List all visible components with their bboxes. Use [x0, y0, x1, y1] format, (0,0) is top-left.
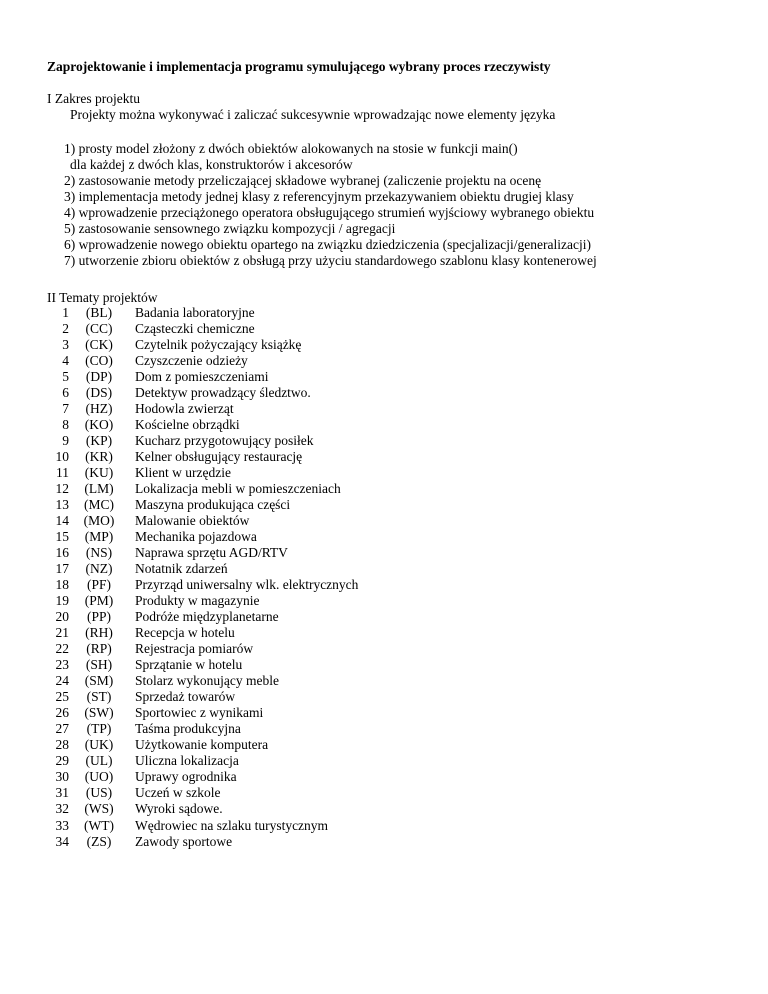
step-item-continuation: dla każdej z dwóch klas, konstruktorów i akcesorów	[70, 157, 353, 172]
step-item: 6) wprowadzenie nowego obiektu opartego na związku dziedziczenia (specjalizacji/generalizacji)	[64, 237, 591, 252]
topic-number: 26	[55, 705, 69, 721]
topic-code: (UK)	[84, 737, 114, 753]
steps-list	[64, 141, 597, 269]
topic-name: Sprzątanie w hotelu	[135, 657, 243, 673]
topic-code: (CO)	[85, 353, 113, 369]
topic-name: Czyszczenie odzieży	[135, 353, 248, 369]
topic-name: Wyroki sądowe.	[135, 801, 223, 817]
topic-code: (US)	[85, 785, 113, 801]
topic-name: Użytkowanie komputera	[135, 737, 269, 753]
topic-code: (MC)	[84, 497, 114, 513]
topic-number: 12	[55, 481, 69, 497]
topic-name: Lokalizacja mebli w pomieszczeniach	[135, 481, 341, 497]
topic-name: Czytelnik pożyczający książkę	[135, 337, 302, 353]
topic-number: 5	[62, 369, 69, 385]
topic-code: (NZ)	[85, 561, 113, 577]
step-item: 1) prosty model złożony z dwóch obiektów alokowanych na stosie w funkcji main()	[64, 141, 518, 156]
topic-name: Mechanika pojazdowa	[135, 529, 257, 545]
topic-name: Malowanie obiektów	[135, 513, 250, 529]
step-item: 3) implementacja metody jednej klasy z referencyjnym przekazywaniem obiektu drugiej klasy	[64, 189, 574, 204]
document-title: Zaprojektowanie i implementacja programu symulującego wybrany proces rzeczywisty	[47, 59, 551, 74]
topic-code: (KP)	[85, 433, 113, 449]
topic-code: (PF)	[86, 577, 111, 593]
topic-code: (UO)	[84, 769, 114, 785]
topic-name: Kościelne obrządki	[135, 417, 240, 433]
topic-code: (KO)	[84, 417, 114, 433]
topic-code: (WS)	[84, 801, 114, 817]
topic-code: (CC)	[85, 321, 113, 337]
topic-name: Notatnik zdarzeń	[135, 561, 228, 577]
topic-code: (MO)	[83, 513, 115, 529]
topic-number: 27	[55, 721, 69, 737]
topic-code: (RH)	[85, 625, 113, 641]
step-item: 5) zastosowanie sensownego związku kompozycji / agregacji	[64, 221, 396, 236]
topic-number: 28	[55, 737, 69, 753]
topic-number: 13	[55, 497, 69, 513]
topic-name: Recepcja w hotelu	[135, 625, 235, 641]
topic-number: 30	[55, 769, 69, 785]
topic-code: (PP)	[86, 609, 111, 625]
topic-code: (UL)	[85, 753, 113, 769]
topic-code: (BL)	[85, 305, 113, 320]
topic-code: (ST)	[86, 689, 112, 705]
topic-number: 23	[55, 657, 69, 673]
topic-code: (CK)	[85, 337, 113, 353]
topic-number: 25	[55, 689, 69, 705]
topic-number: 14	[55, 513, 69, 529]
section-heading-topics: II Tematy projektów	[47, 290, 158, 305]
topic-name: Kucharz przygotowujący posiłek	[135, 433, 314, 449]
topic-number: 6	[62, 385, 69, 401]
topic-number: 29	[55, 753, 69, 769]
topic-name: Wędrowiec na szlaku turystycznym	[135, 817, 329, 833]
topic-number: 31	[55, 785, 69, 801]
topic-code: (MP)	[84, 529, 114, 545]
topic-number: 33	[55, 817, 69, 833]
step-item: 4) wprowadzenie przeciążonego operatora obsługującego strumień wyjściowy wybranego obiektu	[64, 205, 595, 220]
topic-name: Cząsteczki chemiczne	[135, 321, 255, 337]
topic-code: (HZ)	[85, 401, 113, 417]
topic-name: Uliczna lokalizacja	[135, 753, 239, 769]
topic-number: 34	[55, 833, 69, 849]
topic-name: Produkty w magazynie	[135, 593, 260, 609]
topic-name: Uprawy ogrodnika	[135, 769, 237, 785]
topic-number: 1	[62, 305, 69, 320]
section-heading-scope: I Zakres projektu	[47, 91, 140, 106]
topic-number: 3	[62, 337, 69, 353]
topic-name: Uczeń w szkole	[135, 785, 221, 801]
topic-name: Kelner obsługujący restaurację	[135, 449, 303, 465]
topic-name: Stolarz wykonujący meble	[135, 673, 279, 689]
topic-code: (TP)	[86, 721, 112, 737]
topic-name: Zawody sportowe	[135, 833, 233, 849]
topic-number: 24	[55, 673, 69, 689]
topic-number: 18	[55, 577, 69, 593]
topic-code: (WT)	[84, 817, 114, 833]
topic-number: 9	[62, 433, 69, 449]
topic-name: Sprzedaż towarów	[135, 689, 236, 705]
topic-name: Klient w urzędzie	[135, 465, 231, 481]
topic-name: Hodowla zwierząt	[135, 401, 234, 417]
topic-code: (LM)	[84, 481, 114, 497]
topic-number: 8	[62, 417, 69, 433]
topic-code: (KU)	[84, 465, 114, 481]
topic-name: Naprawa sprzętu AGD/RTV	[135, 545, 288, 561]
topic-number: 20	[55, 609, 69, 625]
topic-number: 22	[55, 641, 69, 657]
topic-code: (RP)	[86, 641, 112, 657]
topic-code: (KR)	[85, 449, 113, 465]
topic-code: (SM)	[84, 673, 114, 689]
topic-name: Sportowiec z wynikami	[135, 705, 264, 721]
topic-name: Rejestracja pomiarów	[135, 641, 254, 657]
topic-name: Taśma produkcyjna	[135, 721, 241, 737]
topic-code: (PM)	[84, 593, 114, 609]
topic-number: 15	[55, 529, 69, 545]
topic-code: (DS)	[85, 385, 113, 401]
topic-number: 7	[62, 401, 69, 417]
topic-number: 21	[55, 625, 69, 641]
topic-code: (SH)	[85, 657, 113, 673]
topic-name: Dom z pomieszczeniami	[135, 369, 269, 385]
topic-number: 17	[55, 561, 69, 577]
topic-number: 32	[55, 801, 69, 817]
step-item: 7) utworzenie zbioru obiektów z obsługą przy użyciu standardowego szablonu klasy kontenerowej	[64, 253, 597, 268]
topic-name: Badania laboratoryjne	[135, 305, 255, 320]
topic-number: 11	[56, 465, 69, 481]
topic-code: (ZS)	[86, 833, 112, 849]
topic-code: (SW)	[84, 705, 114, 721]
topic-number: 10	[55, 449, 69, 465]
topic-name: Podróże międzyplanetarne	[135, 609, 279, 625]
topic-name: Przyrząd uniwersalny wlk. elektrycznych	[135, 577, 359, 593]
topic-name: Detektyw prowadzący śledztwo.	[135, 385, 311, 401]
topic-name: Maszyna produkująca części	[135, 497, 291, 513]
topic-number: 16	[55, 545, 69, 561]
section-intro: Projekty można wykonywać i zaliczać sukcesywnie wprowadzając nowe elementy języka	[70, 107, 556, 122]
topic-number: 19	[55, 593, 69, 609]
topic-number: 4	[62, 353, 69, 369]
topic-number: 2	[62, 321, 69, 337]
step-item: 2) zastosowanie metody przeliczającej składowe wybranej (zaliczenie projektu na ocenę	[64, 173, 542, 188]
topic-code: (DP)	[85, 369, 113, 385]
topic-code: (NS)	[85, 545, 113, 561]
